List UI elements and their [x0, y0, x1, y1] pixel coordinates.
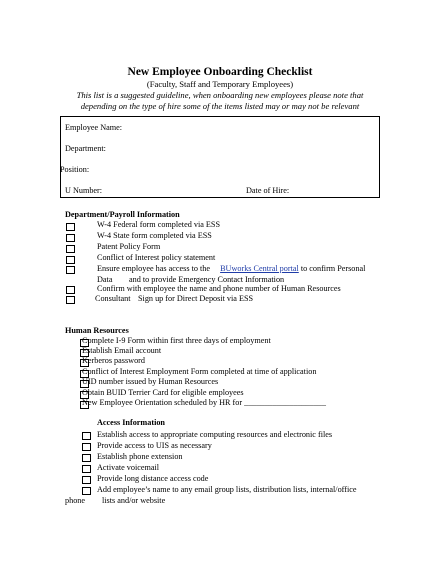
access-item-2: Provide access to UIS as necessary	[97, 441, 212, 450]
hr-item-5: UID number issued by Human Resources	[82, 377, 219, 386]
page-title: New Employee Onboarding Checklist	[127, 66, 313, 78]
access-checkbox-4[interactable]	[82, 465, 91, 473]
payroll-checkbox-5[interactable]	[66, 266, 75, 274]
access-data-text: Data	[97, 275, 113, 284]
payroll-access-line-1	[97, 264, 365, 273]
payroll-item-2: W-4 State form completed via ESS	[97, 231, 212, 240]
page-subtitle: (Faculty, Staff and Temporary Employees)	[146, 79, 294, 89]
payroll-checkbox-3[interactable]	[66, 245, 75, 253]
access-prefix-text: Ensure employee has access to the	[97, 264, 210, 273]
access-checkbox-3[interactable]	[82, 454, 91, 462]
direct-deposit-text: Sign up for Direct Deposit via ESS	[138, 294, 254, 303]
payroll-item-1: W-4 Federal form completed via ESS	[97, 220, 221, 229]
access-item-5: Provide long distance access code	[97, 474, 209, 483]
consultant-text: Consultant	[95, 294, 131, 303]
hr-item-7: New Employee Orientation scheduled by HR for ____________________	[82, 398, 326, 407]
department-label: Department:	[65, 144, 106, 153]
payroll-checkbox-7[interactable]	[66, 296, 75, 304]
access-last-item-line-1: Add employee’s name to any email group lists, distribution lists, internal/office	[97, 485, 357, 494]
human-resources-heading: Human Resources	[65, 326, 129, 335]
access-lists-website-text: lists and/or website	[102, 496, 166, 505]
payroll-item-4: Conflict of Interest policy statement	[97, 253, 216, 262]
payroll-checkbox-2[interactable]	[66, 234, 75, 242]
position-label: Position:	[60, 165, 90, 174]
access-checkbox-6[interactable]	[82, 487, 91, 495]
payroll-item-3: Patent Policy Form	[97, 242, 161, 251]
emergency-contact-text: and to provide Emergency Contact Information	[129, 275, 285, 284]
hr-item-1: Complete I-9 Form within first three days of employment	[82, 336, 271, 345]
hr-item-2: Establish Email account	[82, 346, 162, 355]
access-suffix-text: to confirm Personal	[300, 264, 366, 273]
access-checkbox-1[interactable]	[82, 432, 91, 440]
employee-name-label: Employee Name:	[65, 123, 123, 132]
buworks-portal-link[interactable]: BUworks Central portal	[220, 264, 299, 273]
hr-item-3: Kerberos password	[82, 356, 145, 365]
access-item-4: Activate voicemail	[97, 463, 160, 472]
payroll-checkbox-6[interactable]	[66, 286, 75, 294]
access-item-1: Establish access to appropriate computing resources and electronic files	[97, 430, 333, 439]
payroll-checkbox-4[interactable]	[66, 256, 75, 264]
date-of-hire-label: Date of Hire:	[246, 186, 290, 195]
access-phone-text: phone	[65, 496, 86, 505]
access-information-heading: Access Information	[97, 418, 165, 427]
u-number-label: U Number:	[65, 186, 103, 195]
payroll-checkbox-1[interactable]	[66, 223, 75, 231]
hr-item-6: Obtain BUID Terrier Card for eligible employees	[82, 388, 244, 397]
access-checkbox-5[interactable]	[82, 476, 91, 484]
guideline-note-line-1: This list is a suggested guideline, when onboarding new employees please note that	[76, 90, 364, 100]
hr-item-4: Conflict of Interest Employment Form completed at time of application	[82, 367, 317, 376]
payroll-confirm-item: Confirm with employee the name and phone number of Human Resources	[97, 284, 341, 293]
access-item-3: Establish phone extension	[97, 452, 183, 461]
access-checkbox-2[interactable]	[82, 443, 91, 451]
payroll-heading: Department/Payroll Information	[65, 210, 180, 219]
guideline-note-line-2: depending on the type of hire some of the items listed may or may not be relevant	[80, 101, 360, 111]
